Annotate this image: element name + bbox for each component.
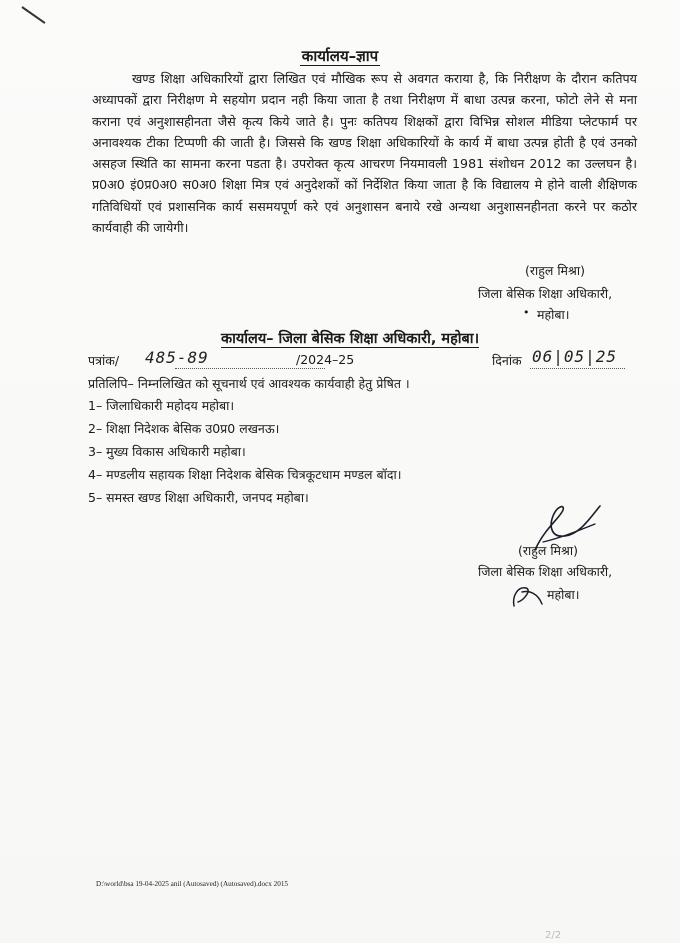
memo-body: खण्ड शिक्षा अधिकारियों द्वारा लिखित एवं मौखिक रूप से अवगत कराया है, कि निरीक्षण के दौरान कतिपय अध्यापकों द्वारा निरीक्षण मे सहयोग प्रदान नही किया जाता है तथा निरीक्षण में बाधा उत्पन्न करना, फोटो लेने से मना कराना एवं अनुशासहीनता जैसे कृत्य किये जाते है। पुनः कतिपय शिक्षकों द्वारा विभिन्न सोशल मीडिया प्लेटफार्म पर अनावश्यक टीका टिप्पणी की जाती है। जिससे कि खण्ड शिक्षा अधिकारियों के कार्य में बाधा उत्पन्न होती है एवं उनको असहज स्थिति का सामना करना पडता है। उपरोक्त कृत्य आचरण नियमावली 1981 संशोधन 2012 का उल्लघन है। प्र0अ0 इं0प्र0अ0 स0अ0 शिक्षा मित्र एवं अनुदेशकों कों निर्देशित किया जाता है कि विद्यालय मे होने वाली शैक्षिणक गतिविधियों एवं प्रशासनिक कार्य ससमयपूर्ण करे एवं अनुशासन बनाये रखे अन्यथा अनुशासनहीनता करने पर कठोर कार्यवाही की जायेगी। xyxy=(92,71,637,236)
handwritten-initial xyxy=(508,580,548,610)
date-label: दिनांक xyxy=(492,353,522,368)
patrank-handwritten: 485-89 xyxy=(145,348,209,367)
list-item: 5– समस्त खण्ड शिक्षा अधिकारी, जनपद महोबा। xyxy=(88,490,309,505)
patrank-dotted-line xyxy=(175,368,325,369)
office-memo-title: कार्यालय–ज्ञाप xyxy=(301,47,379,65)
letter-year: /2024–25 xyxy=(296,352,355,367)
patrank-label: पत्रांक/ xyxy=(88,353,120,368)
list-item: 1– जिलाधिकारी महोदय महोबा। xyxy=(88,398,235,413)
copy-list xyxy=(88,394,401,509)
pen-mark xyxy=(21,6,45,24)
signatory-name-2: (राहुल मिश्रा) xyxy=(518,543,578,558)
office-title-2: कार्यालय– जिला बेसिक शिक्षा अधिकारी, महोबा। xyxy=(220,331,480,347)
signatory-name-1: (राहुल मिश्रा) xyxy=(525,263,585,278)
mark-dot: • xyxy=(523,306,530,319)
list-item: 2– शिक्षा निदेशक बेसिक उ0प्र0 लखनऊ। xyxy=(88,421,280,436)
copy-to-intro: प्रतिलिपि– निम्नलिखित को सूचनार्थ एवं आवश्यक कार्यवाही हेतु प्रेषित । xyxy=(88,376,410,391)
page-number: 2/2 xyxy=(545,930,562,941)
signatory-place-2: महोबा। xyxy=(547,587,580,602)
signatory-place-1: महोबा। xyxy=(537,307,570,322)
date-dotted-line xyxy=(530,368,625,369)
signatory-designation-2: जिला बेसिक शिक्षा अधिकारी, xyxy=(478,564,613,579)
file-path-footer: D:\world\bsa 19-04-2025 anil (Autosaved) (Autosaved).docx 2015 xyxy=(96,880,289,888)
list-item: 4– मण्डलीय सहायक शिक्षा निदेशक बेसिक चित्रकूटधाम मण्डल बॉदा। xyxy=(88,467,402,482)
signatory-designation-1: जिला बेसिक शिक्षा अधिकारी, xyxy=(478,286,613,301)
list-item: 3– मुख्य विकास अधिकारी महोबा। xyxy=(88,444,246,459)
date-handwritten: 06|05|25 xyxy=(532,347,618,366)
